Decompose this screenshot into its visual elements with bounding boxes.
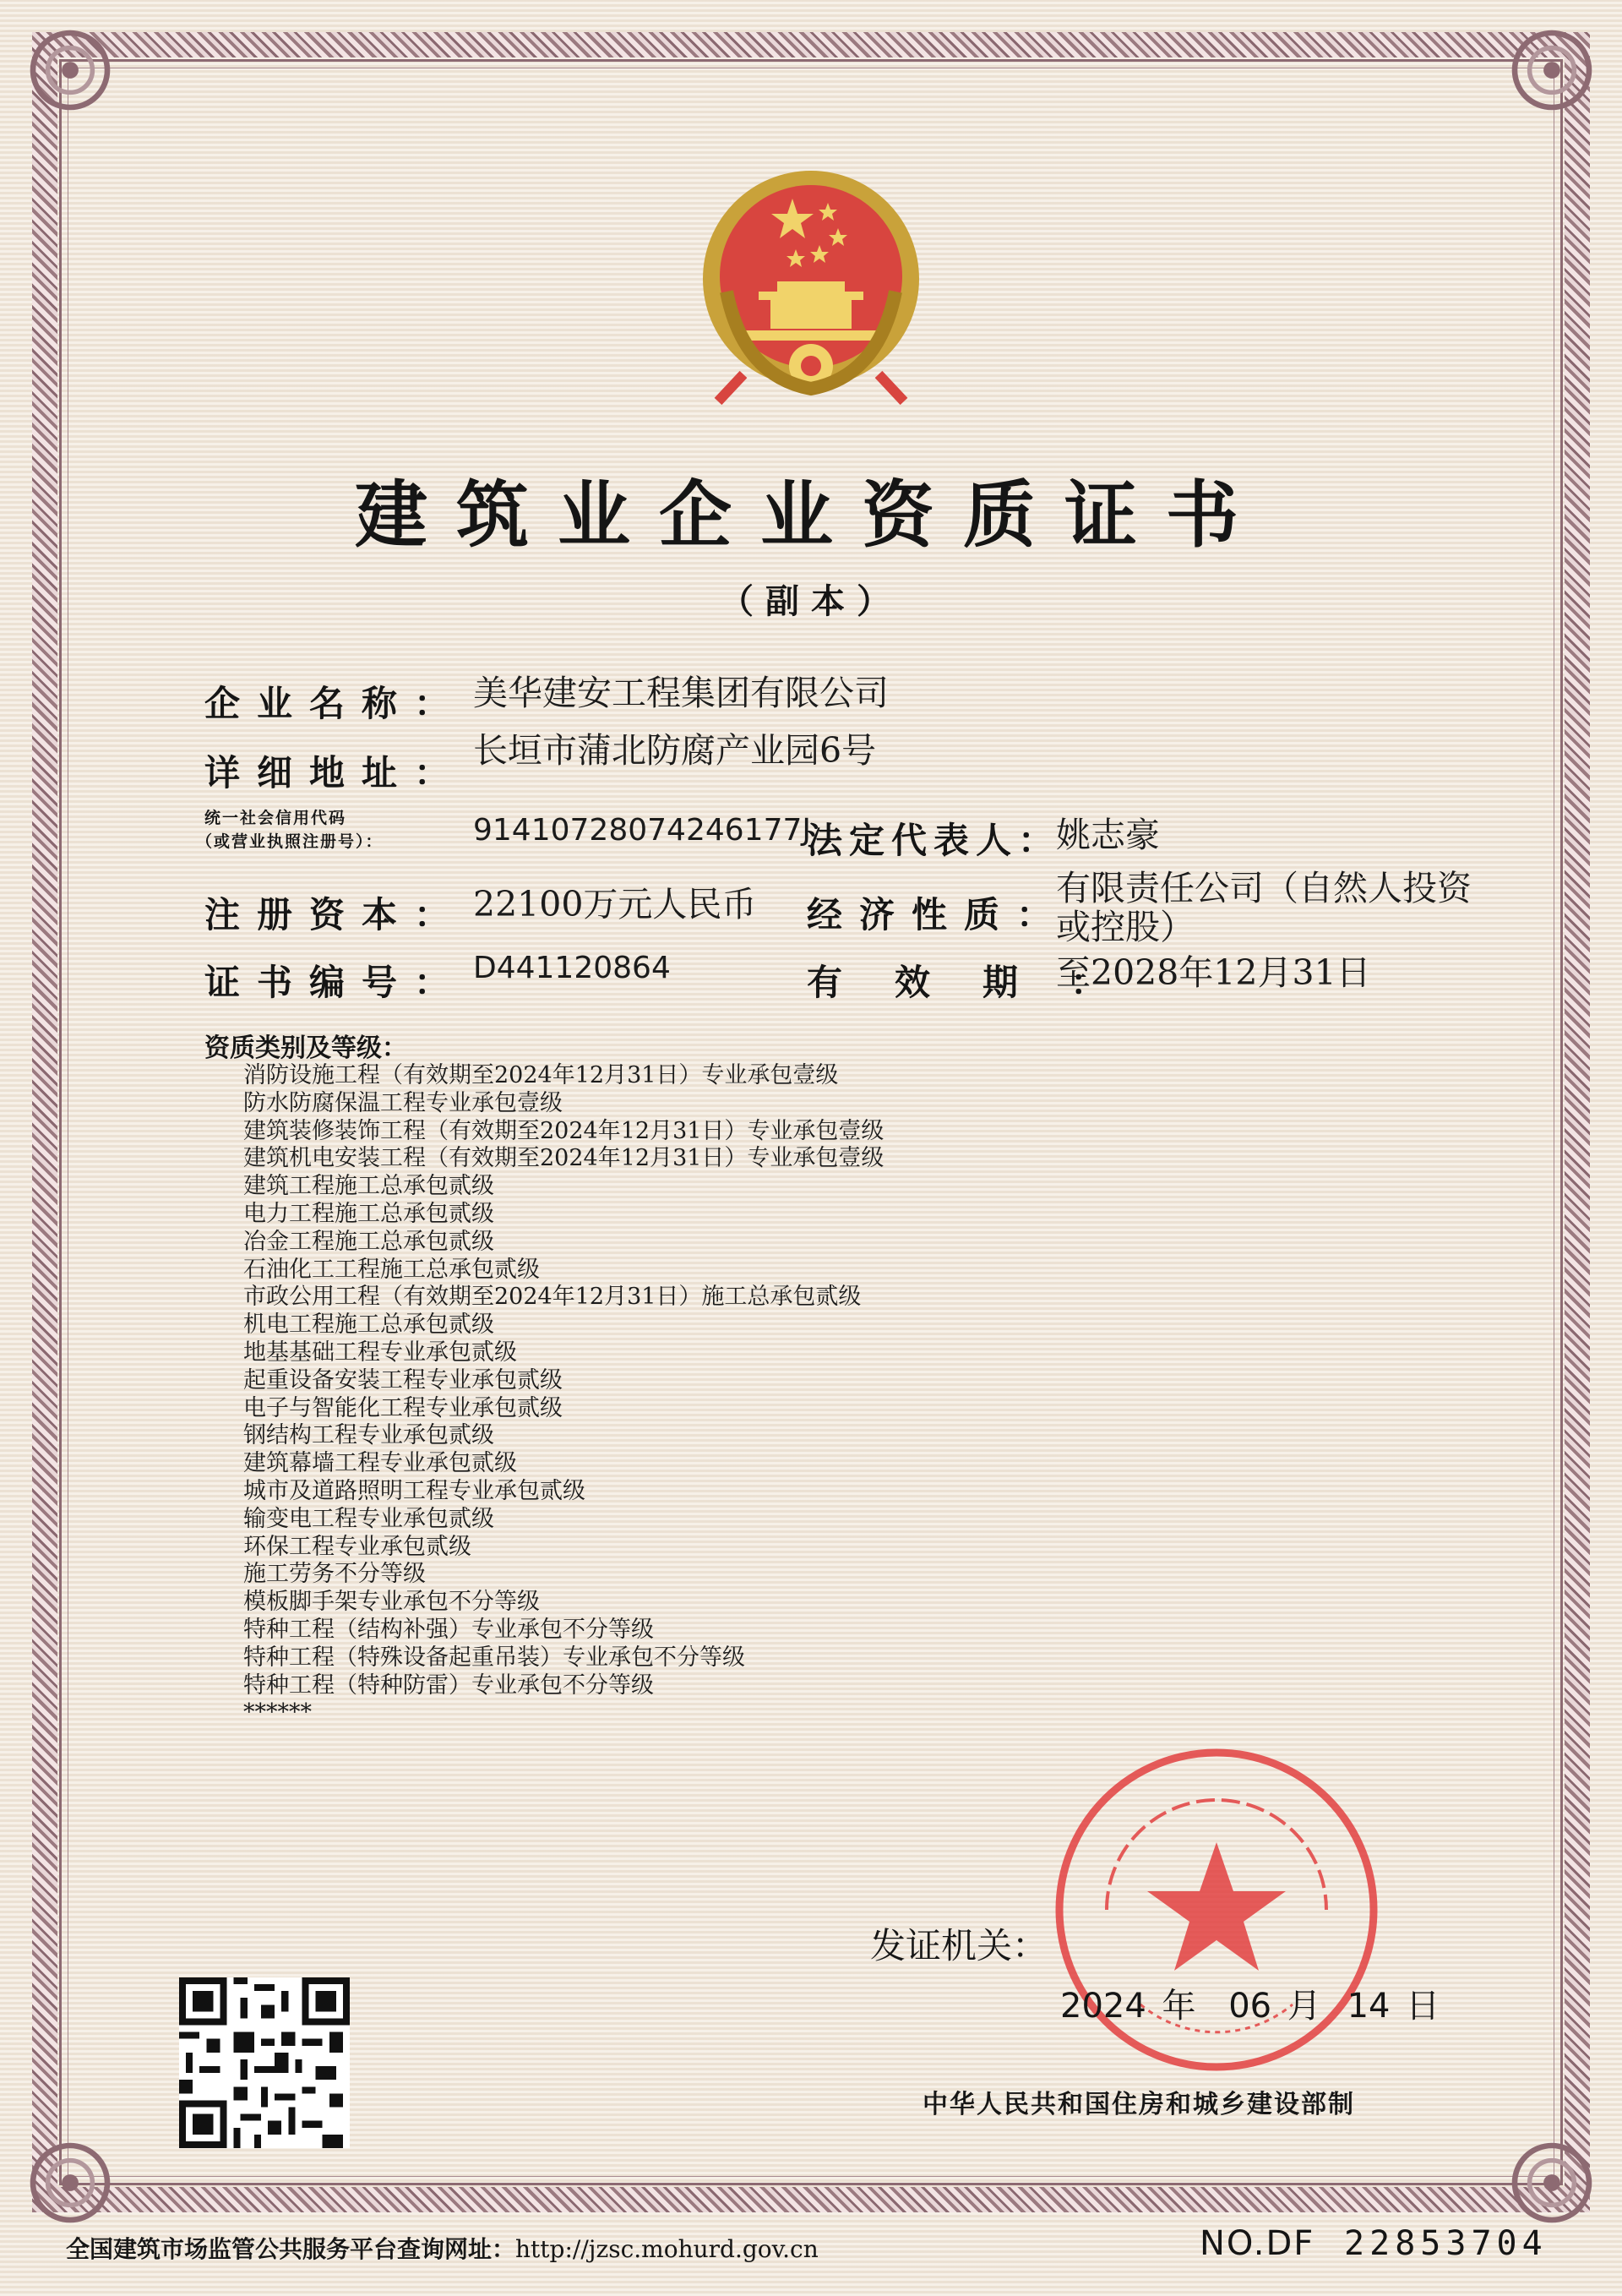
qualification-item: 起重设备安装工程专业承包贰级 bbox=[243, 1366, 563, 1393]
capital-label: 注册资本： bbox=[204, 894, 467, 935]
issuing-authority-label: 发证机关： bbox=[870, 1925, 1048, 1966]
econ-type-value-line2: 或控股） bbox=[1056, 907, 1195, 947]
credit-code-label-line1: 统一社会信用代码 bbox=[204, 809, 347, 827]
verification-url[interactable]: http://jzsc.mohurd.gov.cn bbox=[515, 2235, 819, 2263]
corner-ornament-top-right bbox=[1505, 24, 1598, 117]
company-name-label: 企业名称： bbox=[204, 683, 467, 724]
certificate-title: 建筑业企业资质证书 bbox=[355, 472, 1267, 558]
econ-type-value-line1: 有限责任公司（自然人投资 bbox=[1056, 868, 1472, 908]
qualification-item: 城市及道路照明工程专业承包贰级 bbox=[243, 1477, 585, 1504]
certificate-serial bbox=[1200, 2224, 1548, 2263]
issue-date bbox=[1060, 1979, 1440, 2027]
verification-url-line bbox=[66, 2231, 819, 2265]
validity-value: 至2028年12月31日 bbox=[1056, 952, 1371, 993]
company-name-value: 美华建安工程集团有限公司 bbox=[473, 673, 889, 713]
qualification-item: 电子与智能化工程专业承包贰级 bbox=[243, 1394, 563, 1421]
issue-month-unit: 月 bbox=[1287, 1987, 1321, 2026]
qualification-item: 市政公用工程（有效期至2024年12月31日）施工总承包贰级 bbox=[243, 1284, 862, 1311]
qualification-item: 建筑工程施工总承包贰级 bbox=[243, 1173, 494, 1200]
cert-no-label: 证书编号： bbox=[204, 962, 467, 1003]
qualification-item: 冶金工程施工总承包贰级 bbox=[243, 1228, 494, 1255]
serial-prefix: NO.DF bbox=[1200, 2224, 1315, 2263]
qualification-item: 施工劳务不分等级 bbox=[243, 1561, 426, 1588]
corner-ornament-bottom-left bbox=[24, 2136, 117, 2229]
issue-year-unit: 年 bbox=[1162, 1987, 1196, 2026]
qualifications-heading: 资质类别及等级： bbox=[204, 1033, 407, 1063]
qualification-item: 特种工程（特殊设备起重吊装）专业承包不分等级 bbox=[243, 1644, 745, 1671]
credit-code-value: 91410728074246177J bbox=[473, 813, 811, 848]
credit-code-label-line2: （或营业执照注册号）： bbox=[196, 832, 384, 851]
legal-rep-value: 姚志豪 bbox=[1056, 815, 1160, 855]
capital-value: 22100万元人民币 bbox=[473, 884, 757, 924]
validity-label: 有效期： bbox=[807, 962, 1159, 1003]
qualification-item: 建筑幕墙工程专业承包贰级 bbox=[243, 1450, 517, 1477]
issue-month: 06 bbox=[1228, 1987, 1272, 2026]
serial-number: 22853704 bbox=[1344, 2224, 1548, 2263]
qualification-item: 机电工程施工总承包贰级 bbox=[243, 1312, 494, 1339]
qualification-item: 建筑机电安装工程（有效期至2024年12月31日）专业承包壹级 bbox=[243, 1145, 884, 1172]
cert-no-value: D441120864 bbox=[473, 951, 671, 985]
certificate-subtitle: （副本） bbox=[720, 582, 902, 621]
verification-qr-code[interactable] bbox=[179, 1977, 350, 2148]
address-value: 长垣市蒲北防腐产业园6号 bbox=[473, 730, 877, 771]
qualification-item: 输变电工程专业承包贰级 bbox=[243, 1505, 494, 1532]
qualification-item: 石油化工工程施工总承包贰级 bbox=[243, 1256, 540, 1283]
national-emblem-icon bbox=[693, 165, 929, 406]
issue-day-unit: 日 bbox=[1406, 1987, 1440, 2026]
official-seal-icon bbox=[1048, 1741, 1385, 2079]
qualification-item: 环保工程专业承包贰级 bbox=[243, 1533, 471, 1560]
econ-type-label: 经济性质： bbox=[807, 894, 1070, 935]
qualifications-list bbox=[243, 1062, 884, 1727]
qualification-item: 特种工程（结构补强）专业承包不分等级 bbox=[243, 1616, 654, 1643]
qualification-item: 建筑装修装饰工程（有效期至2024年12月31日）专业承包壹级 bbox=[243, 1117, 884, 1144]
issue-day: 14 bbox=[1347, 1987, 1391, 2026]
corner-ornament-bottom-right bbox=[1505, 2136, 1598, 2229]
qualification-item: 消防设施工程（有效期至2024年12月31日）专业承包壹级 bbox=[243, 1062, 839, 1088]
qualification-item: 模板脚手架专业承包不分等级 bbox=[243, 1589, 540, 1616]
issue-year: 2024 bbox=[1060, 1987, 1146, 2026]
qualification-list-end-marker: ****** bbox=[243, 1699, 312, 1726]
qualification-item: 电力工程施工总承包贰级 bbox=[243, 1200, 494, 1227]
issuing-ministry: 中华人民共和国住房和城乡建设部制 bbox=[923, 2090, 1355, 2119]
verification-url-label: 全国建筑市场监管公共服务平台查询网址： bbox=[66, 2235, 516, 2263]
corner-ornament-top-left bbox=[24, 24, 117, 117]
qualification-item: 特种工程（特种防雷）专业承包不分等级 bbox=[243, 1672, 654, 1699]
qualification-item: 地基基础工程专业承包贰级 bbox=[243, 1339, 517, 1366]
address-label: 详细地址： bbox=[204, 752, 467, 794]
qualification-item: 钢结构工程专业承包贰级 bbox=[243, 1422, 494, 1449]
legal-rep-label: 法定代表人： bbox=[807, 820, 1061, 861]
qualification-item: 防水防腐保温工程专业承包壹级 bbox=[243, 1089, 563, 1116]
